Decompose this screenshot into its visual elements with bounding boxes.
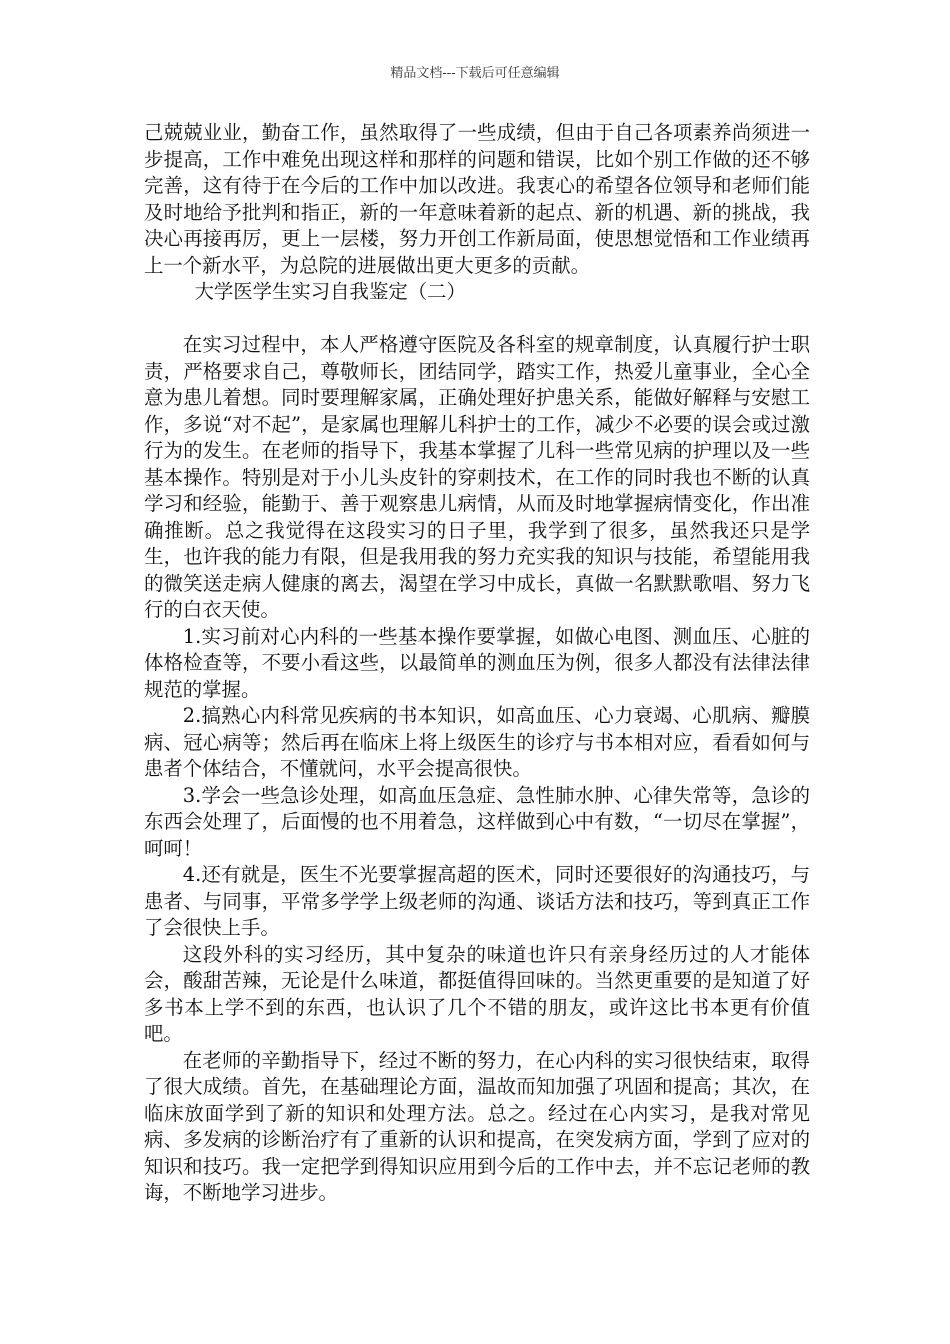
page-header: 精品文档---下载后可任意编辑 [390, 66, 560, 81]
paragraph-continuation: 己兢兢业业，勤奋工作，虽然取得了一些成绩，但由于自己各项素养尚须进一步提高，工作中难免出现这样和那样的问题和错误，比如个别工作做的还不够完善，这有待于在今后的工作中加以改进。我衷心的希望各位领导和老师们能及时地给予批判和指正，新的一年意味着新的起点、新的机遇、新的挑战，我决心再接再厉，更上一层楼，努力开创工作新局面，使思想觉悟和工作业绩再上一个新水平，为总院的进展做出更大更多的贡献。 [144, 121, 810, 277]
list-item-1: 1.实习前对心内科的一些基本操作要掌握，如做心电图、测血压、心脏的体格检查等，不要小看这些，以最简单的测血压为例，很多人都没有法律法律规范的掌握。 [144, 624, 810, 701]
blank-line [144, 306, 810, 333]
list-item-2: 2.搞熟心内科常见疾病的书本知识，如高血压、心力衰竭、心肌病、瓣膜病、冠心病等；然后再在临床上将上级医生的诊疗与书本相对应，看看如何与患者个体结合，不懂就问，水平会提高很快。 [144, 704, 810, 780]
paragraph-internship: 在实习过程中，本人严格遵守医院及各科室的规章制度，认真履行护士职责，严格要求自己，尊敬师长，团结同学，踏实工作，热爱儿童事业，全心全意为患儿着想。同时要理解家属，正确处理好护患关系，能做好解释与安慰工作，多说“对不起”，是家属也理解儿科护士的工作，减少不必要的误会或过激行为的发生。在老师的指导下，我基本掌握了儿科一些常见病的护理以及一些基本操作。特别是对于小儿头皮针的穿刺技术，在工作的同时我也不断的认真学习和经验，能勤于、善于观察患儿病情，从而及时地掌握病情变化，作出准确推断。总之我觉得在这段实习的日子里，我学到了很多，虽然我还只是学生，也许我的能力有限，但是我用我的努力充实我的知识与技能，希望能用我的微笑送走病人健康的离去，渴望在学习中成长，真做一名默默歌唱、努力飞行的白衣天使。 [144, 333, 810, 621]
paragraph-experience: 这段外科的实习经历，其中复杂的味道也许只有亲身经历过的人才能体会，酸甜苦辣，无论是什么味道，都挺值得回味的。当然更重要的是知道了好多书本上学不到的东西，也认识了几个不错的朋友，或许这比书本更有价值吧。 [144, 942, 810, 1045]
list-item-3: 3.学会一些急诊处理，如高血压急症、急性肺水肿、心律失常等，急诊的东西会处理了，后面慢的也不用着急，这样做到心中有数，“一切尽在掌握”，呵呵！ [144, 783, 810, 860]
section-heading: 大学医学生实习自我鉴定（二） [194, 280, 466, 303]
document-body [144, 120, 810, 1207]
list-item-4: 4.还有就是，医生不光要掌握高超的医术，同时还要很好的沟通技巧，与患者、与同事，平常多学学上级老师的沟通、谈话方法和技巧，等到真正工作了会很快上手。 [144, 863, 810, 939]
paragraph-conclusion: 在老师的辛勤指导下，经过不断的努力，在心内科的实习很快结束，取得了很大成绩。首先，在基础理论方面，温故而知加强了巩固和提高；其次，在临床放面学到了新的知识和处理方法。总之。经过在心内实习，是我对常见病、多发病的诊断治疗有了重新的认识和提高，在突发病方面，学到了应对的知识和技巧。我一定把学到得知识应用到今后的工作中去，并不忘记老师的教诲，不断地学习进步。 [144, 1048, 810, 1204]
